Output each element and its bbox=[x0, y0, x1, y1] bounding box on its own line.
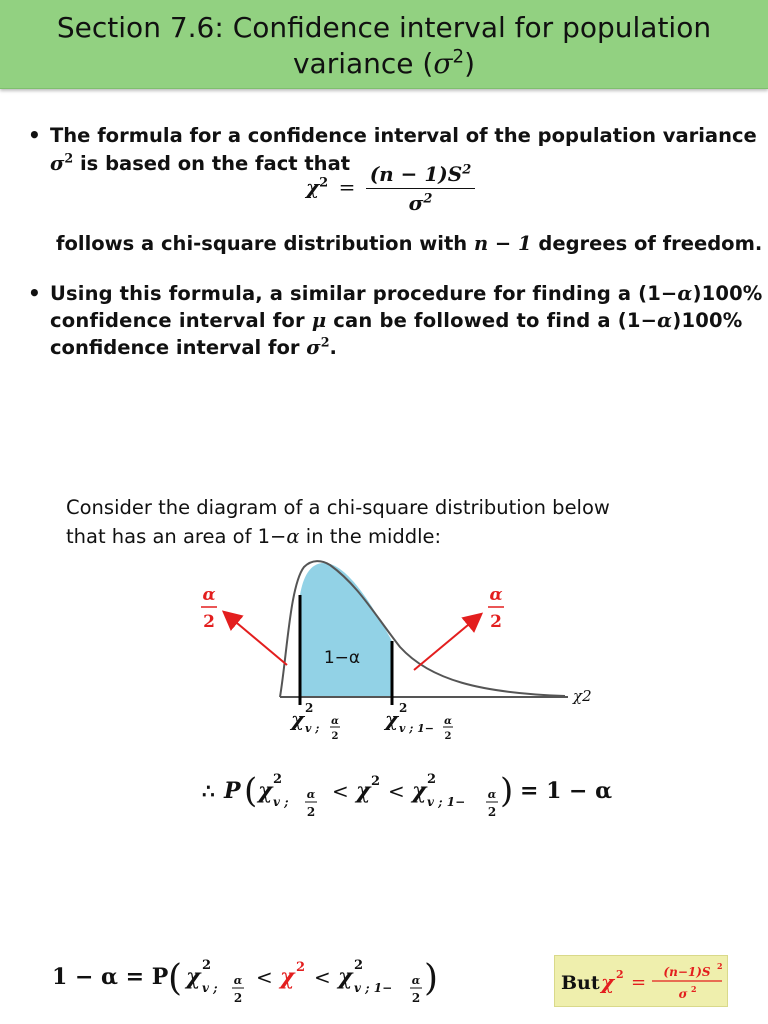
text: in the middle: bbox=[299, 525, 442, 548]
sub: v ; bbox=[305, 722, 320, 735]
text: can be followed to find a (1− bbox=[326, 309, 658, 332]
chi-symbol: χ bbox=[412, 778, 427, 804]
sub-den: 2 bbox=[233, 991, 243, 1005]
formula-numerator bbox=[366, 162, 476, 189]
title-close-paren: ) bbox=[464, 47, 475, 80]
sub-den: 2 bbox=[306, 805, 316, 819]
but-label: But bbox=[561, 972, 600, 994]
sub: v ; bbox=[273, 795, 289, 809]
sigma-symbol: σ bbox=[50, 152, 65, 175]
bottom-equation bbox=[48, 950, 448, 1014]
text: that has an area of 1− bbox=[66, 525, 287, 548]
title-sup: 2 bbox=[452, 46, 465, 68]
axis-label: χ2 bbox=[573, 687, 592, 705]
callout-denominator: σ bbox=[678, 987, 688, 1001]
text: confidence interval for bbox=[50, 309, 312, 332]
sup: 2 bbox=[319, 175, 329, 191]
bullet-marker: • bbox=[28, 123, 41, 147]
svg-text:): ) bbox=[500, 771, 514, 811]
sub-num: α bbox=[444, 716, 452, 727]
less-than: < bbox=[314, 965, 331, 989]
sub: v ; bbox=[202, 981, 218, 995]
sup-red: 2 bbox=[296, 960, 306, 975]
title-banner bbox=[0, 0, 768, 89]
chi-symbol: χ bbox=[306, 175, 320, 199]
num-text: (n − 1)S bbox=[369, 162, 463, 186]
callout-numerator: (n−1)S bbox=[663, 965, 711, 979]
svg-text:(: ( bbox=[168, 958, 183, 999]
bullet2-line3 bbox=[50, 334, 337, 361]
right-critical-label bbox=[383, 701, 453, 742]
sup: 2 bbox=[320, 334, 330, 350]
right-tail-den: 2 bbox=[490, 612, 502, 632]
bullet-marker: • bbox=[28, 281, 41, 305]
therefore-symbol: ∴ bbox=[202, 779, 215, 803]
sup: 2 bbox=[202, 958, 212, 973]
text: )100% bbox=[672, 309, 743, 332]
right-tail-num: α bbox=[489, 585, 503, 605]
text: . bbox=[329, 336, 337, 359]
chi-symbol: χ bbox=[356, 778, 371, 804]
den-text: σ bbox=[408, 191, 424, 215]
sup: 2 bbox=[371, 774, 381, 789]
sub: v ; 1− bbox=[399, 722, 434, 735]
alpha-symbol: α bbox=[677, 282, 693, 305]
text: Using this formula, a similar procedure for finding a (1− bbox=[50, 282, 678, 305]
text: confidence interval for bbox=[50, 336, 307, 359]
alpha-symbol: α bbox=[286, 525, 300, 548]
sub-num: α bbox=[306, 788, 316, 801]
sup: 2 bbox=[399, 701, 408, 715]
sup: 2 bbox=[273, 772, 283, 787]
chi-symbol: χ bbox=[385, 707, 399, 731]
sub-den: 2 bbox=[487, 805, 497, 819]
intro-line1: Consider the diagram of a chi-square distribution below bbox=[66, 496, 610, 519]
equals-sign: = bbox=[338, 175, 356, 199]
sup: 2 bbox=[305, 701, 314, 715]
alpha-symbol: α bbox=[657, 309, 673, 332]
sigma-symbol: σ bbox=[433, 47, 453, 80]
left-critical-label bbox=[289, 701, 340, 742]
sup: 2 bbox=[423, 191, 433, 207]
page-title-line2 bbox=[0, 46, 768, 82]
sup: 2 bbox=[354, 958, 364, 973]
sub-den: 2 bbox=[411, 991, 421, 1005]
chi-symbol: χ bbox=[338, 964, 353, 990]
middle-area bbox=[300, 563, 393, 697]
bullet1-line1: The formula for a confidence interval of the population variance bbox=[50, 124, 757, 147]
less-than: < bbox=[388, 779, 405, 803]
mu-symbol: μ bbox=[311, 309, 327, 332]
left-tail-num: α bbox=[202, 585, 216, 605]
sub-num: α bbox=[331, 716, 339, 727]
less-than: < bbox=[256, 965, 273, 989]
sub: v ; 1− bbox=[427, 795, 466, 809]
less-than: < bbox=[332, 779, 349, 803]
title-text: variance ( bbox=[292, 47, 434, 80]
sub-den: 2 bbox=[331, 731, 339, 742]
left-tail-den: 2 bbox=[203, 612, 215, 632]
callout-den-sup: 2 bbox=[691, 984, 697, 994]
n-minus-one: n − 1 bbox=[473, 232, 532, 255]
chi-symbol: χ bbox=[186, 964, 201, 990]
sub-num: α bbox=[411, 974, 421, 987]
sup: 2 bbox=[427, 772, 437, 787]
sub-den: 2 bbox=[444, 731, 452, 742]
sup: 2 bbox=[64, 150, 74, 166]
formula-denominator bbox=[366, 189, 476, 215]
but-chi-square-callout bbox=[554, 955, 728, 1007]
bullet1-line3 bbox=[56, 230, 762, 257]
diagram-intro bbox=[66, 493, 610, 551]
lhs: 1 − α = P bbox=[52, 964, 169, 990]
formula-fraction bbox=[366, 162, 476, 215]
chi-symbol: χ bbox=[258, 778, 273, 804]
text: )100% bbox=[692, 282, 763, 305]
sub-num: α bbox=[233, 974, 243, 987]
sup: 2 bbox=[462, 162, 472, 178]
sub: v ; 1− bbox=[354, 981, 393, 995]
chi-square-diagram bbox=[190, 555, 620, 750]
chi-symbol: χ bbox=[291, 707, 305, 731]
sigma-symbol: σ bbox=[306, 336, 321, 359]
page-title-line1: Section 7.6: Confidence interval for population bbox=[56, 11, 712, 44]
equals-sign: = bbox=[631, 972, 647, 993]
sub-num: α bbox=[487, 788, 497, 801]
chi-square-formula bbox=[306, 162, 475, 215]
sup-red: 2 bbox=[616, 968, 624, 981]
p-symbol: P bbox=[224, 778, 241, 804]
svg-text:(: ( bbox=[244, 771, 258, 811]
callout-formula bbox=[555, 956, 727, 1006]
middle-area-label: 1−α bbox=[323, 648, 361, 668]
right-tail-arrow bbox=[414, 615, 480, 670]
intro-line2 bbox=[66, 522, 610, 551]
chi-symbol-red: χ bbox=[601, 970, 615, 994]
bullet2-line1 bbox=[50, 280, 762, 307]
chi-symbol-red: χ bbox=[280, 964, 295, 990]
text: is based on the fact that bbox=[73, 152, 351, 175]
bullet2-line2 bbox=[50, 307, 743, 334]
text: degrees of freedom. bbox=[531, 232, 763, 255]
left-tail-arrow bbox=[225, 613, 287, 665]
svg-text:): ) bbox=[424, 958, 439, 999]
rhs: = 1 − α bbox=[520, 778, 613, 804]
callout-num-sup: 2 bbox=[717, 961, 723, 971]
text: follows a chi-square distribution with bbox=[56, 232, 474, 255]
probability-statement bbox=[196, 762, 626, 824]
